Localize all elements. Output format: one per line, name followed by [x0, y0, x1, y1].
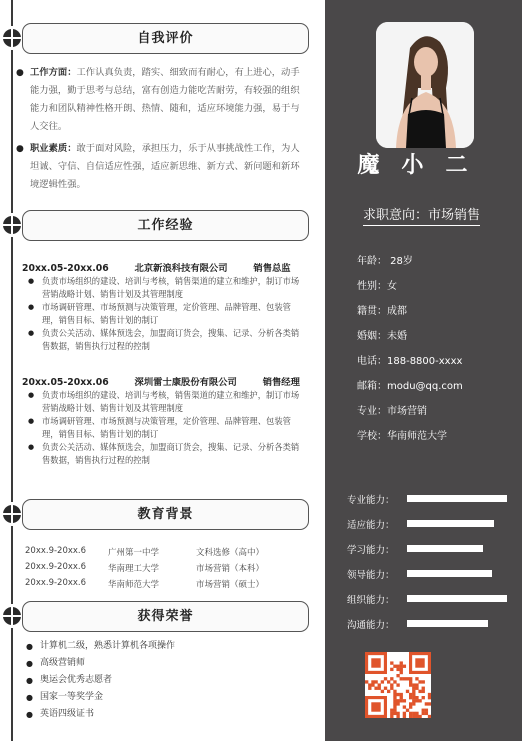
self-eval-text: 工作认真负责，踏实、细致而有耐心，有上进心，动手能力强，勤于思考与总结，富有创造力能吃苦耐劳，有较强的组织能力和团队精神性格开朗、热情、随和，适应环境能力强，易于与人交往。: [30, 67, 300, 132]
section-bullet-icon: [3, 216, 21, 234]
profile-sidebar: [325, 0, 522, 741]
skill-label: 沟通能力：: [347, 620, 395, 631]
skill-label: 领导能力：: [347, 570, 395, 581]
edu-major: 市场营销（硕士）: [196, 580, 265, 590]
duty-item: ● 市场调研管理、市场预测与决策管理，定价管理、品牌管理、包装管理，销售目标、销售计划的制订: [42, 415, 307, 441]
qr-code-icon: [365, 652, 431, 718]
skill-bar: [407, 520, 494, 527]
edu-major: 文科选修（高中）: [196, 548, 265, 558]
info-age: 年龄： 28岁: [357, 256, 413, 267]
section-title-self: 自我评价: [22, 23, 309, 54]
section-bullet-icon: [3, 505, 21, 523]
info-phone: 电话：188-8800-xxxx: [357, 356, 463, 367]
edu-school: 华南理工大学: [108, 564, 160, 574]
duty-item: ● 负责公关活动、媒体预选会，加盟商订货会，搜集、记录、分析各类销售数据，销售执行过程的控制: [42, 441, 307, 467]
section-title-work: 工作经验: [22, 210, 309, 241]
info-email: 邮箱：modu@qq.com: [357, 381, 463, 392]
duty-item: ● 负责市场组织的建设、培训与考核，销售渠道的建立和维护，制订市场营销战略计划、销售计划及其管理制度: [42, 275, 307, 301]
section-title-education: 教育背景: [22, 499, 309, 530]
skill-bar: [407, 545, 483, 552]
timeline-line: [11, 0, 13, 741]
section-title-honors: 获得荣誉: [22, 601, 309, 632]
skill-bar: [407, 620, 488, 627]
profile-photo: [376, 22, 474, 148]
job-header: 20xx.05-20xx.06 深圳雷士康股份有限公司 销售经理: [22, 377, 300, 388]
skill-label: 组织能力：: [347, 595, 395, 606]
skill-label: 学习能力：: [347, 545, 395, 556]
candidate-name: 魔小二: [357, 153, 490, 178]
edu-major: 市场营销（本科）: [196, 564, 265, 574]
edu-school: 广州第一中学: [108, 548, 160, 558]
honor-item: ● 国家一等奖学金: [40, 689, 175, 706]
bullet-icon: ●: [16, 68, 24, 78]
section-bullet-icon: [3, 607, 21, 625]
job-duties: [42, 275, 307, 353]
self-eval-label: 职业素质：: [30, 143, 77, 154]
bullet-icon: ●: [16, 144, 24, 154]
edu-period: 20xx.9-20xx.6: [25, 562, 87, 572]
honor-item: ● 英语四级证书: [40, 706, 175, 723]
skill-label: 适应能力：: [347, 520, 395, 531]
info-gender: 性别：女: [357, 281, 397, 292]
info-marital: 婚姻：未婚: [357, 331, 407, 342]
skill-label: 专业能力：: [347, 495, 395, 506]
self-eval-work: [16, 64, 302, 136]
job-duties: [42, 389, 307, 467]
honor-item: ● 奥运会优秀志愿者: [40, 672, 175, 689]
skill-bar: [407, 595, 507, 602]
job-intent: 求职意向：市场销售: [363, 204, 480, 226]
edu-period: 20xx.9-20xx.6: [25, 578, 87, 588]
skill-bar: [407, 570, 492, 577]
self-eval-text: 敢于面对风险，承担压力，乐于从事挑战性工作，为人坦诚、守信、自信适应性强，适应新思维、新方式、新问题和新环境逻辑性强。: [30, 143, 300, 190]
info-school: 学校：华南师范大学: [357, 431, 447, 442]
duty-item: ● 负责公关活动、媒体预选会，加盟商订货会，搜集、记录、分析各类销售数据，销售执行过程的控制: [42, 327, 307, 353]
edu-school: 华南师范大学: [108, 580, 160, 590]
self-eval-quality: [16, 140, 302, 194]
honors-list: [40, 638, 175, 723]
duty-item: ● 负责市场组织的建设、培训与考核，销售渠道的建立和维护，制订市场营销战略计划、销售计划及其管理制度: [42, 389, 307, 415]
edu-period: 20xx.9-20xx.6: [25, 546, 87, 556]
job-header: 20xx.05-20xx.06 北京新浪科技有限公司 销售总监: [22, 263, 291, 274]
honor-item: ● 高级营销师: [40, 655, 175, 672]
self-eval-label: 工作方面：: [30, 67, 77, 78]
skill-bar: [407, 495, 507, 502]
section-bullet-icon: [3, 29, 21, 47]
info-origin: 籍贯：成都: [357, 306, 407, 317]
duty-item: ● 市场调研管理、市场预测与决策管理，定价管理、品牌管理、包装管理，销售目标、销售计划的制订: [42, 301, 307, 327]
info-major: 专业：市场营销: [357, 406, 427, 417]
honor-item: ● 计算机二级，熟悉计算机各项操作: [40, 638, 175, 655]
